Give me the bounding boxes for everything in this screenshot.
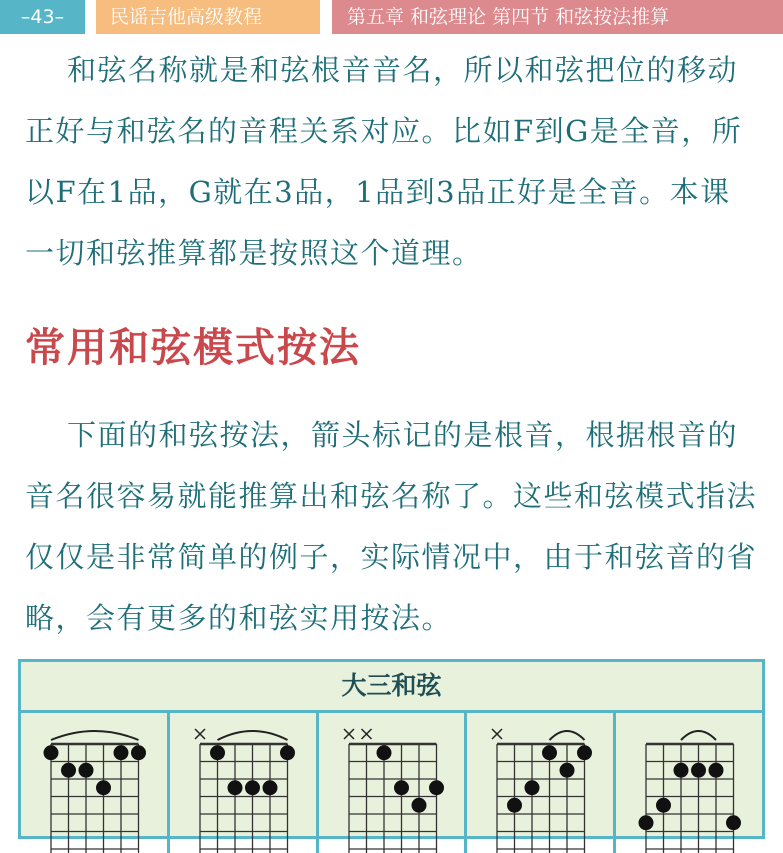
page-number: –43– xyxy=(0,0,85,34)
finger-dot xyxy=(79,763,94,778)
finger-dot xyxy=(96,780,111,795)
chord-diagram-graphic xyxy=(319,713,465,853)
barre-arc xyxy=(550,731,585,740)
finger-dot xyxy=(394,780,409,795)
finger-dot xyxy=(44,745,59,760)
chord-diagram-4 xyxy=(467,713,616,853)
chord-diagram-graphic xyxy=(467,713,613,853)
finger-dot xyxy=(709,763,724,778)
finger-dot xyxy=(210,745,225,760)
book-title: 民谣吉他高级教程 xyxy=(96,0,320,34)
chord-diagram-row xyxy=(21,713,762,853)
finger-dot xyxy=(507,798,522,813)
finger-dot xyxy=(525,780,540,795)
chord-diagram-5 xyxy=(616,713,762,853)
chord-diagram-graphic xyxy=(616,713,762,853)
chord-table-title: 大三和弦 xyxy=(21,662,762,713)
finger-dot xyxy=(691,763,706,778)
finger-dot xyxy=(61,763,76,778)
finger-dot xyxy=(542,745,557,760)
page-header xyxy=(0,0,783,34)
barre-arc xyxy=(681,731,716,740)
finger-dot xyxy=(227,780,242,795)
finger-dot xyxy=(114,745,129,760)
finger-dot xyxy=(577,745,592,760)
finger-dot xyxy=(639,815,654,830)
chord-diagram-3 xyxy=(319,713,468,853)
chord-table xyxy=(18,659,765,839)
paragraph-explanation: 下面的和弦按法，箭头标记的是根音，根据根音的音名很容易就能推算出和弦名称了。这些和弦模式指法仅仅是非常简单的例子，实际情况中，由于和弦音的省略，会有更多的和弦实用按法。 xyxy=(25,418,758,635)
chord-diagram-1 xyxy=(21,713,170,853)
finger-dot xyxy=(280,745,295,760)
finger-dot xyxy=(262,780,277,795)
finger-dot xyxy=(411,798,426,813)
section-title: 常用和弦模式按法 xyxy=(25,325,361,371)
barre-arc xyxy=(217,731,287,740)
chord-diagram-2 xyxy=(170,713,319,853)
finger-dot xyxy=(245,780,260,795)
chord-diagram-graphic xyxy=(21,713,167,853)
finger-dot xyxy=(656,798,671,813)
finger-dot xyxy=(376,745,391,760)
finger-dot xyxy=(674,763,689,778)
chapter-title: 第五章 和弦理论 第四节 和弦按法推算 xyxy=(332,0,783,34)
chord-diagram-graphic xyxy=(170,713,316,853)
finger-dot xyxy=(560,763,575,778)
finger-dot xyxy=(131,745,146,760)
paragraph-intro: 和弦名称就是和弦根音音名，所以和弦把位的移动正好与和弦名的音程关系对应。比如F到G是全音，所以F在1品，G就在3品，1品到3品正好是全音。本课一切和弦推算都是按照这个道理。 xyxy=(25,53,743,270)
barre-arc xyxy=(51,731,139,740)
finger-dot xyxy=(726,815,741,830)
finger-dot xyxy=(429,780,444,795)
